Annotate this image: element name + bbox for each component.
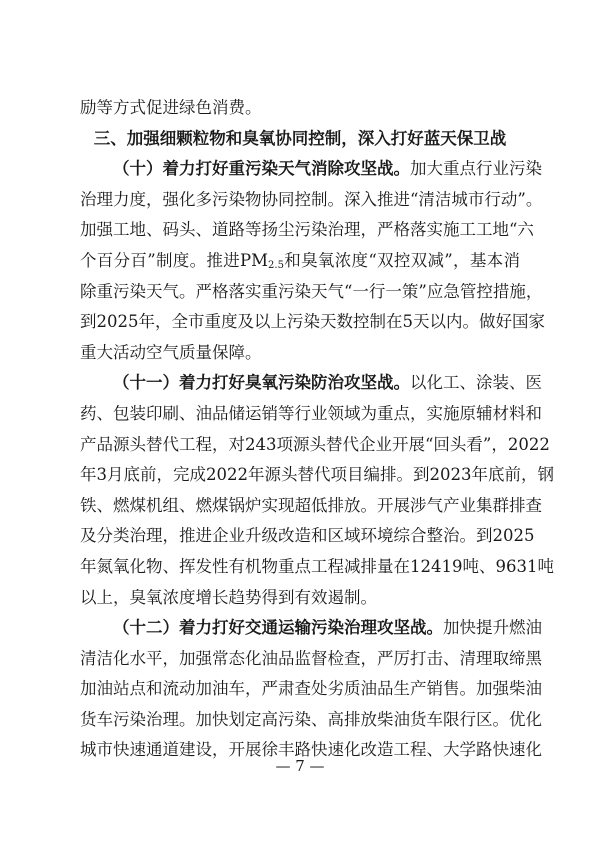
- paragraph-10-line-7: 重大活动空气质量保障。: [80, 342, 262, 362]
- paragraph-line: 励等方式促进绿色消费。: [80, 98, 262, 117]
- paragraph-11-line-7: 年氮氧化物、挥发性有机物重点工程减排量在12419吨、9631吨: [80, 556, 554, 576]
- paragraph-12-line-3: 加油站点和流动加油车，严肃查处劣质油品生产销售。加强柴油: [80, 679, 542, 699]
- paragraph-11-line-3: 产品源头替代工程，对243项源头替代企业开展“回头看”，2022: [80, 434, 550, 454]
- document-body: [80, 93, 554, 766]
- paragraph-10-lead: （十）着力打好重污染天气消除攻坚战。: [113, 159, 410, 179]
- paragraph-10-line-3: 加强工地、码头、道路等扬尘污染治理，严格落实施工工地“六: [80, 220, 534, 240]
- paragraph-12-line-2: 清洁化水平，加强常态化油品监督检查，严厉打击、清理取缔黑: [80, 648, 542, 668]
- section-heading: 三、加强细颗粒物和臭氧协同控制，深入打好蓝天保卫战: [93, 128, 507, 148]
- pm25-subscript: 2.5: [268, 259, 284, 271]
- paragraph-11-line-6: 及分类治理，推进企业升级改造和区域环境综合整治。到2025: [80, 526, 535, 546]
- paragraph-12-line-1: （十二）着力打好交通运输污染治理攻坚战。加快提升燃油: [113, 618, 542, 638]
- paragraph-11-line-2: 药、包装印刷、油品储运销等行业领域为重点，实施原辅材料和: [80, 403, 542, 423]
- paragraph-12-line-5: 城市快速通道建设，开展徐丰路快速化改造工程、大学路快速化: [80, 740, 542, 760]
- paragraph-10-line-2: 治理力度，强化多污染物协同控制。深入推进“清洁城市行动”。: [80, 189, 543, 209]
- paragraph-11-line-4: 年3月底前，完成2022年源头替代项目编排。到2023年底前，钢: [80, 465, 554, 485]
- paragraph-11-lead: （十一）着力打好臭氧污染防治攻坚战。: [113, 373, 410, 393]
- paragraph-10-line-1: （十）着力打好重污染天气消除攻坚战。加大重点行业污染: [113, 159, 542, 179]
- paragraph-10-line-4: 个百分百”制度。推进$PM_{2.5}$和臭氧浓度“双控双减”，基本消: [80, 250, 520, 271]
- paragraph-12-line-4: 货车污染治理。加快划定高污染、高排放柴油货车限行区。优化: [80, 709, 542, 729]
- paragraph-11-line-1: （十一）着力打好臭氧污染防治攻坚战。以化工、涂装、医: [113, 373, 542, 393]
- paragraph-10-line-6: 到2025年，全市重度及以上污染天数控制在5天以内。做好国家: [80, 312, 545, 332]
- page-number: — 7 —: [275, 757, 325, 775]
- paragraph-11-line-8: 以上，臭氧浓度增长趋势得到有效遏制。: [80, 587, 377, 607]
- paragraph-10-line-5: 除重污染天气。严格落实重污染天气“一行一策”应急管控措施，: [80, 281, 543, 301]
- paragraph-11-line-5: 铁、燃煤机组、燃煤锅炉实现超低排放。开展涉气产业集群排查: [80, 495, 542, 515]
- paragraph-12-lead: （十二）着力打好交通运输污染治理攻坚战。: [113, 618, 443, 638]
